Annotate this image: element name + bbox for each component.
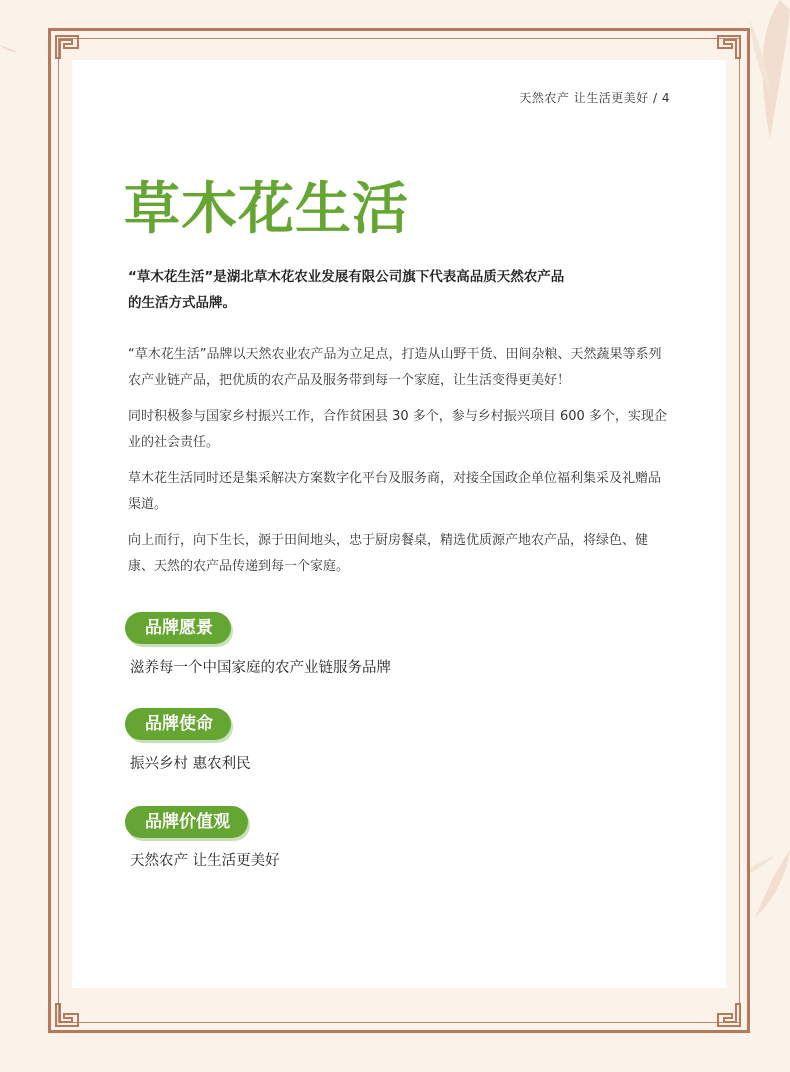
bamboo-leaf-left: [0, 40, 30, 120]
paragraph-rural-revitalization: 同时积极参与国家乡村振兴工作，合作贫困县 30 多个，参与乡村振兴项目 600 多个，实现企业的社会责任。: [128, 409, 667, 450]
section-text-values: 天然农产 让生活更美好: [130, 853, 280, 869]
corner-ornament-bottom-right: [716, 1002, 742, 1028]
section-label-vision: 品牌愿景: [125, 612, 231, 644]
paragraph-positioning: “草木花生活”品牌以天然农业农产品为立足点，打造从山野干货、田间杂粮、天然蔬果等系列农产业链产品，把优质的农产品及服务带到每一个家庭，让生活变得更美好！: [128, 347, 662, 388]
corner-ornament-bottom-left: [54, 1002, 80, 1028]
section-text-mission: 振兴乡村 惠农利民: [130, 756, 251, 772]
paragraph-procurement: 草木花生活同时还是集采解决方案数字化平台及服务商，对接全国政企单位福利集采及礼赠品渠道。: [128, 471, 662, 512]
section-label-values: 品牌价值观: [125, 806, 248, 838]
header-tagline: 天然农产 让生活更美好 / 4: [519, 91, 670, 105]
brand-intro: “草木花生活”是湖北草木花农业发展有限公司旗下代表高品质天然农产品的生活方式品牌。: [128, 269, 565, 311]
section-label-mission: 品牌使命: [125, 708, 231, 740]
corner-ornament-top-left: [54, 34, 80, 60]
section-text-vision: 滋养每一个中国家庭的农产业链服务品牌: [130, 660, 391, 676]
corner-ornament-top-right: [716, 34, 742, 60]
paragraph-philosophy: 向上而行，向下生长，源于田间地头，忠于厨房餐桌，精选优质源产地农产品，将绿色、健康、天然的农产品传递到每一个家庭。: [128, 533, 649, 574]
brand-title: 草木花生活: [124, 177, 409, 242]
